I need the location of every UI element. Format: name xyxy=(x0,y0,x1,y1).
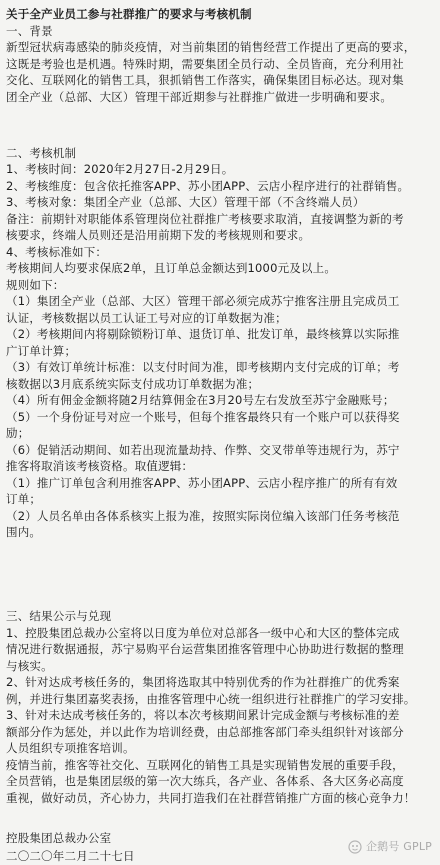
body-line: 疫情当前，推客等社交化、互联网化的销售工具是实现销售发展的重要手段， xyxy=(6,757,404,772)
body-line: （6）促销活动期间、如若出现流量劫持、作弊、交叉带单等违规行为，苏宁 xyxy=(6,442,400,457)
signature-date: 二〇二〇年二月二十七日 xyxy=(6,849,135,863)
body-line: 围内。 xyxy=(6,525,42,539)
body-line: 全员营销，也是集团层级的第一次大练兵，各产业、各体系、各大区务必高度 xyxy=(6,774,404,788)
body-line: 人员组织专项推客培训。 xyxy=(6,741,135,755)
body-line: （1）推广订单包含利用推客APP、苏小团APP、云店小程序推广的所有有效 xyxy=(6,475,398,490)
section-heading: 一、背景 xyxy=(6,23,53,38)
body-line: 核要求，终端人员则还是沿用前期下发的考核规则和要求。 xyxy=(6,228,311,242)
body-line: 考核期间人均要求保底2单，且订单总金额达到1000元及以上。 xyxy=(6,261,337,275)
body-line: （2）人员名单由各体系核实上报为准，按照实际岗位编入该部门任务考核范 xyxy=(6,508,400,523)
section-heading: 三、结果公示与兑现 xyxy=(6,609,112,623)
body-line: 情况进行数据通报，苏宁易购平台运营集团推客管理中心协助进行数据的整理 xyxy=(6,642,404,656)
body-line: （3）有效订单统计标准：以支付时间为准，即考核期内支付完成的订单；考 xyxy=(6,360,400,374)
body-line: 3、考核对象：集团全产业（总部、大区）管理干部（不含终端人员） xyxy=(6,195,365,209)
body-line: 备注：前期针对职能体系管理岗位社群推广考核要求取消，直接调整为新的考 xyxy=(6,211,404,226)
body-line: 1、控股集团总裁办公室将以日度为单位对总部各一级中心和大区的整体完成 xyxy=(6,625,400,640)
body-line: 励； xyxy=(6,426,30,440)
signature-office: 控股集团总裁办公室 xyxy=(6,831,112,845)
body-line: 交化、互联网化的销售工具，狠抓销售工作落实，确保集团目标必达。现对集 xyxy=(6,73,404,87)
body-line: 3、针对未达成考核任务的，将以本次考核期间累计完成金额与考核标准的差 xyxy=(6,708,400,722)
body-line: 订单； xyxy=(6,492,42,506)
blank-line xyxy=(6,580,434,597)
body-line: （4）所有佣金金额将随2月结算佣金在3月20号左右发放至苏宁金融账号； xyxy=(6,393,395,407)
document-body xyxy=(6,23,434,807)
document-title: 关于全产业员工参与社群推广的要求与考核机制 xyxy=(6,7,252,21)
body-line: （2）考核期间内将剔除锁粉订单、退货订单、批发订单，最终核算以实际推 xyxy=(6,327,400,341)
blank-line xyxy=(6,117,434,134)
blank-line xyxy=(6,552,434,569)
body-line: 1、考核时间：2020年2月27日-2月29日。 xyxy=(6,162,234,176)
wechat-official-account-icon xyxy=(348,840,362,854)
body-line: （1）集团全产业（总部、大区）管理干部必须完成苏宁推客注册且完成员工 xyxy=(6,294,400,308)
body-line: 核数据以3月底系统实际支付成功订单数据为准； xyxy=(6,376,260,391)
body-line: 新型冠状病毒感染的肺炎疫情，对当前集团的销售经营工作提出了更高的要求， xyxy=(6,40,416,54)
body-line: 广订单计算； xyxy=(6,343,77,358)
body-line: 4、考核标准如下： xyxy=(6,244,108,259)
watermark-text: 企鹅号 GPLP xyxy=(365,839,432,853)
watermark xyxy=(348,839,432,856)
section-heading: 二、考核机制 xyxy=(6,145,77,160)
body-line: 额部分作为惩处，并以此作为培训经费，由总部推客部门牵头组织针对该部分 xyxy=(6,724,404,739)
body-line: 例，并进行集团嘉奖表扬，由推客管理中心统一组织进行社群推广的学习安排。 xyxy=(6,691,416,706)
body-line: 推客将取消该考核资格。取值逻辑： xyxy=(6,459,194,473)
body-line: 2、针对达成考核任务的，集团将选取其中特别优秀的作为社群推广的优秀案 xyxy=(6,675,400,689)
body-line: 规则如下： xyxy=(6,277,65,292)
body-line: （5）一个身份证号对应一个账号，但每个推客最终只有一个账户可以获得奖 xyxy=(6,409,400,424)
body-line: 2、考核维度：包含依托推客APP、苏小团APP、云店小程序进行的社群销售。 xyxy=(6,178,410,193)
body-line: 这既是考验也是机遇。特殊时期，需要集团全员行动、全员皆商，充分利用社 xyxy=(6,56,404,71)
body-line: 重视，做好动员，齐心协力，共同打造我们在社群营销推广方面的核心竞争力！ xyxy=(6,790,416,805)
body-line: 团全产业（总部、大区）管理干部近期参与社群推广做进一步明确和要求。 xyxy=(6,89,393,104)
body-line: 认证，考核数据以员工认证工号对应的订单数据为准； xyxy=(6,310,287,325)
body-line: 与核实。 xyxy=(6,658,53,673)
